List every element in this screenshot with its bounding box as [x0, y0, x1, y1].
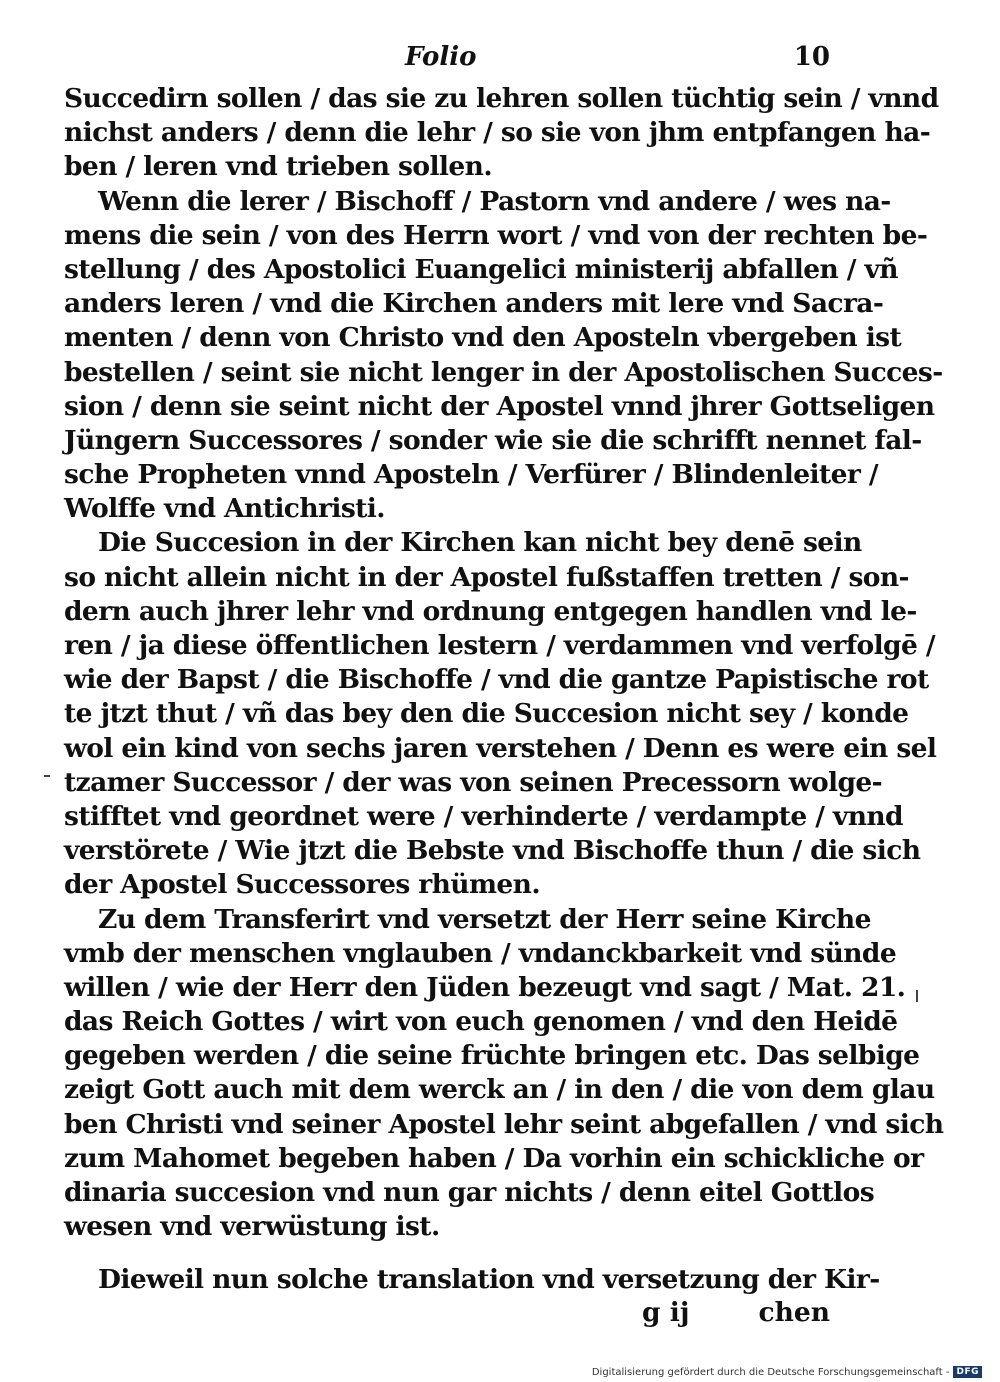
text-line: ren / ja diese öffentlichen lestern / verdammen vnd verfolgē /: [64, 630, 935, 661]
text-line: zeigt Gott auch mit dem werck an / in den / die von dem glau: [64, 1074, 935, 1106]
text-line: Jüngern Successores / sonder wie sie die schrifft nennet fal-: [64, 424, 922, 456]
signature-row: [64, 1297, 830, 1333]
body-text: [64, 82, 944, 1244]
text-line: mens die sein / von des Herrn wort / vnd von der rechten be-: [64, 219, 928, 251]
text-line: wesen vnd verwüstung ist.: [64, 1211, 440, 1243]
text-line: te jtzt thut / vñ das bey den die Succesion nicht sey / konde: [64, 698, 909, 730]
text-line: vmb der menschen vnglauben / vndanckbarkeit vnd sünde: [64, 937, 897, 969]
text-line: menten / denn von Christo vnd den Aposteln vbergeben ist: [64, 322, 902, 354]
digitization-credit: [592, 1366, 982, 1378]
text-line: Wenn die lerer / Bischoff / Pastorn vnd andere / wes na-: [98, 185, 891, 217]
page-header: [60, 42, 830, 82]
text-line: zum Mahomet begeben haben / Da vorhin ein schickliche or: [64, 1142, 924, 1174]
text-line: der Apostel Successores rhümen.: [64, 869, 540, 901]
closing-paragraph: [64, 1263, 880, 1297]
text-line: dern auch jhrer lehr vnd ordnung entgegen handlen vnd le-: [64, 595, 917, 627]
dfg-logo: DFG: [953, 1366, 982, 1378]
text-line: stifftet vnd geordnet were / verhinderte / verdampte / vnnd: [64, 800, 903, 832]
text-line: stellung / des Apostolici Euangelici ministerij abfallen / vñ: [64, 253, 898, 285]
signature-mark: g ij: [642, 1297, 690, 1328]
text-line: gegeben werden / die seine früchte bringen etc. Das selbige: [64, 1040, 920, 1072]
text-line: bestellen / seint sie nicht lenger in der Apostolischen Succes-: [64, 356, 943, 388]
running-head: Folio: [405, 42, 477, 72]
text-line: ben Christi vnd seiner Apostel lehr seint abgefallen / vnd sich: [64, 1108, 944, 1140]
text-line: willen / wie der Herr den Jüden bezeugt vnd sagt / Mat. 21.: [64, 971, 906, 1003]
catchword: chen: [758, 1297, 830, 1328]
text-line: wie der Bapst / die Bischoffe / vnd die gantze Papistische rot: [64, 664, 929, 696]
text-line: wol ein kind von sechs jaren verstehen / Denn es were ein sel: [64, 732, 937, 764]
text-line: so nicht allein nicht in der Apostel fußstaffen tretten / son-: [64, 561, 909, 593]
folio-number: 10: [793, 42, 830, 72]
text-line: das Reich Gottes / wirt von euch genomen / vnd den Heidē: [64, 1006, 898, 1038]
text-line: nichst anders / denn die lehr / so sie von jhm entpfangen ha-: [64, 117, 931, 149]
text-line: Die Succesion in der Kirchen kan nicht bey denē sein: [98, 527, 862, 559]
text-line: tzamer Successor / der was von seinen Precessorn wolge-: [64, 766, 883, 798]
text-line: sion / denn sie seint nicht der Apostel vnnd jhrer Gottseligen: [64, 390, 935, 422]
text-line: Zu dem Transferirt vnd versetzt der Herr seine Kirche: [98, 903, 871, 935]
text-line: dinaria succesion vnd nun gar nichts / denn eitel Gottlos: [64, 1177, 875, 1208]
text-line: ben / leren vnd trieben sollen.: [64, 151, 492, 183]
text-line: Wolffe vnd Antichristi.: [64, 493, 385, 525]
credit-text: Digitalisierung gefördert durch die Deutsche Forschungsgemeinschaft -: [591, 1366, 950, 1378]
text-line: sche Propheten vnnd Aposteln / Verfürer / Blindenleiter /: [64, 459, 878, 491]
text-line: anders leren / vnd die Kirchen anders mit lere vnd Sacra-: [64, 288, 884, 320]
text-line: Succedirn sollen / das sie zu lehren sollen tüchtig sein / vnnd: [64, 83, 939, 114]
closing-line: Dieweil nun solche translation vnd versetzung der Kir-: [98, 1264, 880, 1295]
margin-mark: [916, 990, 918, 1002]
text-line: verstörete / Wie jtzt die Bebste vnd Bischoffe thun / die sich: [64, 835, 921, 867]
margin-mark: [44, 775, 50, 777]
